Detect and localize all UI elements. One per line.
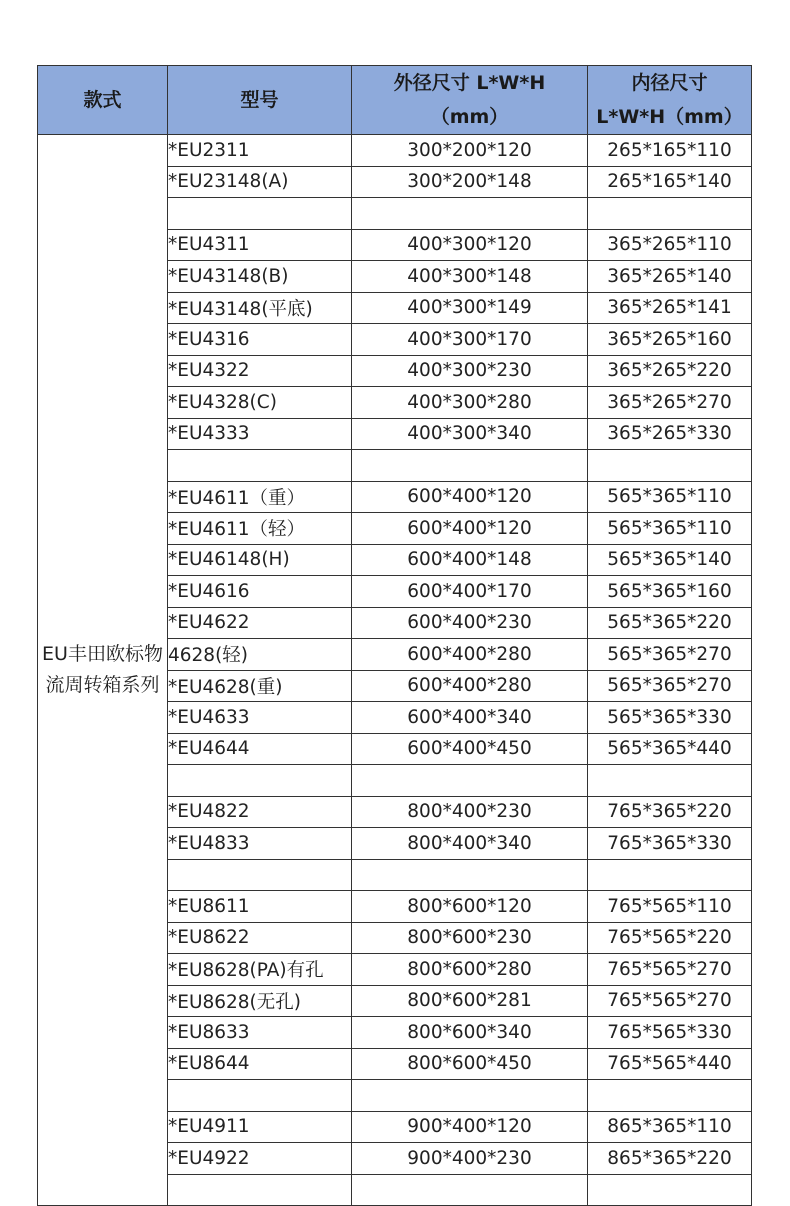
inner-size-cell: 365*265*110 bbox=[588, 229, 752, 261]
model-cell: *EU4644 bbox=[168, 733, 352, 765]
inner-size-cell: 565*365*110 bbox=[588, 481, 752, 513]
outer-size-cell: 800*600*120 bbox=[352, 891, 588, 923]
inner-size-cell: 565*365*220 bbox=[588, 607, 752, 639]
outer-size-cell: 600*400*120 bbox=[352, 513, 588, 545]
outer-size-cell: 400*300*280 bbox=[352, 387, 588, 419]
header-outer-size bbox=[352, 66, 588, 135]
inner-size-cell: 365*265*141 bbox=[588, 292, 752, 324]
model-cell: *EU4311 bbox=[168, 229, 352, 261]
table-body bbox=[38, 135, 752, 1206]
inner-size-cell: 565*365*440 bbox=[588, 733, 752, 765]
header-style: 款式 bbox=[38, 66, 168, 135]
outer-size-cell: 900*400*230 bbox=[352, 1143, 588, 1175]
spec-table bbox=[37, 65, 752, 1206]
outer-size-cell: 800*400*340 bbox=[352, 828, 588, 860]
model-cell bbox=[168, 765, 352, 797]
outer-size-cell: 400*300*340 bbox=[352, 418, 588, 450]
model-cell: *EU8628(PA)有孔 bbox=[168, 954, 352, 986]
inner-size-cell: 865*365*220 bbox=[588, 1143, 752, 1175]
inner-size-cell: 765*565*110 bbox=[588, 891, 752, 923]
outer-size-cell: 600*400*170 bbox=[352, 576, 588, 608]
outer-size-cell: 600*400*450 bbox=[352, 733, 588, 765]
outer-size-cell: 400*300*230 bbox=[352, 355, 588, 387]
model-cell: *EU4616 bbox=[168, 576, 352, 608]
outer-size-cell: 600*400*148 bbox=[352, 544, 588, 576]
outer-size-cell bbox=[352, 450, 588, 482]
model-cell: *EU46148(H) bbox=[168, 544, 352, 576]
header-outer-line2: （mm） bbox=[430, 106, 509, 128]
outer-size-cell: 600*400*280 bbox=[352, 639, 588, 671]
model-cell: *EU43148(B) bbox=[168, 261, 352, 293]
outer-size-cell: 800*400*230 bbox=[352, 796, 588, 828]
inner-size-cell bbox=[588, 198, 752, 230]
header-row bbox=[38, 66, 752, 135]
header-outer-line1: 外径尺寸 L*W*H bbox=[393, 72, 546, 94]
model-cell: *EU23148(A) bbox=[168, 166, 352, 198]
inner-size-cell: 565*365*270 bbox=[588, 670, 752, 702]
outer-size-cell: 800*600*340 bbox=[352, 1017, 588, 1049]
model-cell: *EU4833 bbox=[168, 828, 352, 860]
outer-size-cell: 800*600*281 bbox=[352, 985, 588, 1017]
inner-size-cell bbox=[588, 1080, 752, 1112]
outer-size-cell: 800*600*450 bbox=[352, 1048, 588, 1080]
outer-size-cell: 300*200*120 bbox=[352, 135, 588, 167]
outer-size-cell: 300*200*148 bbox=[352, 166, 588, 198]
inner-size-cell: 865*365*110 bbox=[588, 1111, 752, 1143]
outer-size-cell bbox=[352, 765, 588, 797]
model-cell bbox=[168, 1174, 352, 1206]
model-cell bbox=[168, 1080, 352, 1112]
model-cell: *EU4922 bbox=[168, 1143, 352, 1175]
inner-size-cell bbox=[588, 450, 752, 482]
model-cell: *EU4328(C) bbox=[168, 387, 352, 419]
outer-size-cell: 600*400*340 bbox=[352, 702, 588, 734]
model-cell: *EU43148(平底) bbox=[168, 292, 352, 324]
model-cell: *EU4611（轻） bbox=[168, 513, 352, 545]
model-cell: *EU4633 bbox=[168, 702, 352, 734]
model-cell: *EU8644 bbox=[168, 1048, 352, 1080]
model-cell: *EU4911 bbox=[168, 1111, 352, 1143]
model-cell: *EU8628(无孔) bbox=[168, 985, 352, 1017]
outer-size-cell: 400*300*149 bbox=[352, 292, 588, 324]
table-row bbox=[38, 135, 752, 167]
inner-size-cell: 765*565*270 bbox=[588, 954, 752, 986]
outer-size-cell bbox=[352, 1174, 588, 1206]
inner-size-cell: 765*565*440 bbox=[588, 1048, 752, 1080]
header-inner-size bbox=[588, 66, 752, 135]
outer-size-cell: 400*300*170 bbox=[352, 324, 588, 356]
inner-size-cell: 765*365*330 bbox=[588, 828, 752, 860]
outer-size-cell: 900*400*120 bbox=[352, 1111, 588, 1143]
inner-size-cell: 565*365*270 bbox=[588, 639, 752, 671]
inner-size-cell: 365*265*270 bbox=[588, 387, 752, 419]
inner-size-cell: 765*565*220 bbox=[588, 922, 752, 954]
inner-size-cell: 565*365*140 bbox=[588, 544, 752, 576]
inner-size-cell: 365*265*220 bbox=[588, 355, 752, 387]
inner-size-cell: 365*265*140 bbox=[588, 261, 752, 293]
model-cell: *EU4322 bbox=[168, 355, 352, 387]
inner-size-cell: 565*365*160 bbox=[588, 576, 752, 608]
outer-size-cell: 600*400*280 bbox=[352, 670, 588, 702]
inner-size-cell: 765*565*270 bbox=[588, 985, 752, 1017]
model-cell: *EU4628(重) bbox=[168, 670, 352, 702]
header-model: 型号 bbox=[168, 66, 352, 135]
model-cell: *EU8611 bbox=[168, 891, 352, 923]
model-cell: *EU4822 bbox=[168, 796, 352, 828]
inner-size-cell: 765*365*220 bbox=[588, 796, 752, 828]
inner-size-cell bbox=[588, 765, 752, 797]
model-cell: *EU4316 bbox=[168, 324, 352, 356]
outer-size-cell bbox=[352, 1080, 588, 1112]
series-label: EU丰田欧标物流周转箱系列 bbox=[38, 135, 168, 1206]
model-cell: *EU4622 bbox=[168, 607, 352, 639]
outer-size-cell: 600*400*230 bbox=[352, 607, 588, 639]
model-cell bbox=[168, 450, 352, 482]
outer-size-cell: 400*300*120 bbox=[352, 229, 588, 261]
inner-size-cell bbox=[588, 859, 752, 891]
inner-size-cell bbox=[588, 1174, 752, 1206]
inner-size-cell: 765*565*330 bbox=[588, 1017, 752, 1049]
model-cell: *EU8622 bbox=[168, 922, 352, 954]
model-cell bbox=[168, 859, 352, 891]
outer-size-cell bbox=[352, 859, 588, 891]
outer-size-cell: 400*300*148 bbox=[352, 261, 588, 293]
model-cell: *EU8633 bbox=[168, 1017, 352, 1049]
inner-size-cell: 565*365*110 bbox=[588, 513, 752, 545]
outer-size-cell bbox=[352, 198, 588, 230]
model-cell bbox=[168, 198, 352, 230]
inner-size-cell: 265*165*110 bbox=[588, 135, 752, 167]
outer-size-cell: 600*400*120 bbox=[352, 481, 588, 513]
inner-size-cell: 365*265*160 bbox=[588, 324, 752, 356]
header-inner-line2: L*W*H（mm） bbox=[596, 106, 743, 128]
outer-size-cell: 800*600*280 bbox=[352, 954, 588, 986]
inner-size-cell: 365*265*330 bbox=[588, 418, 752, 450]
header-inner-line1: 内径尺寸 bbox=[631, 72, 708, 94]
model-cell: *EU4611（重） bbox=[168, 481, 352, 513]
model-cell: *EU2311 bbox=[168, 135, 352, 167]
model-cell: 4628(轻) bbox=[168, 639, 352, 671]
model-cell: *EU4333 bbox=[168, 418, 352, 450]
inner-size-cell: 265*165*140 bbox=[588, 166, 752, 198]
inner-size-cell: 565*365*330 bbox=[588, 702, 752, 734]
outer-size-cell: 800*600*230 bbox=[352, 922, 588, 954]
